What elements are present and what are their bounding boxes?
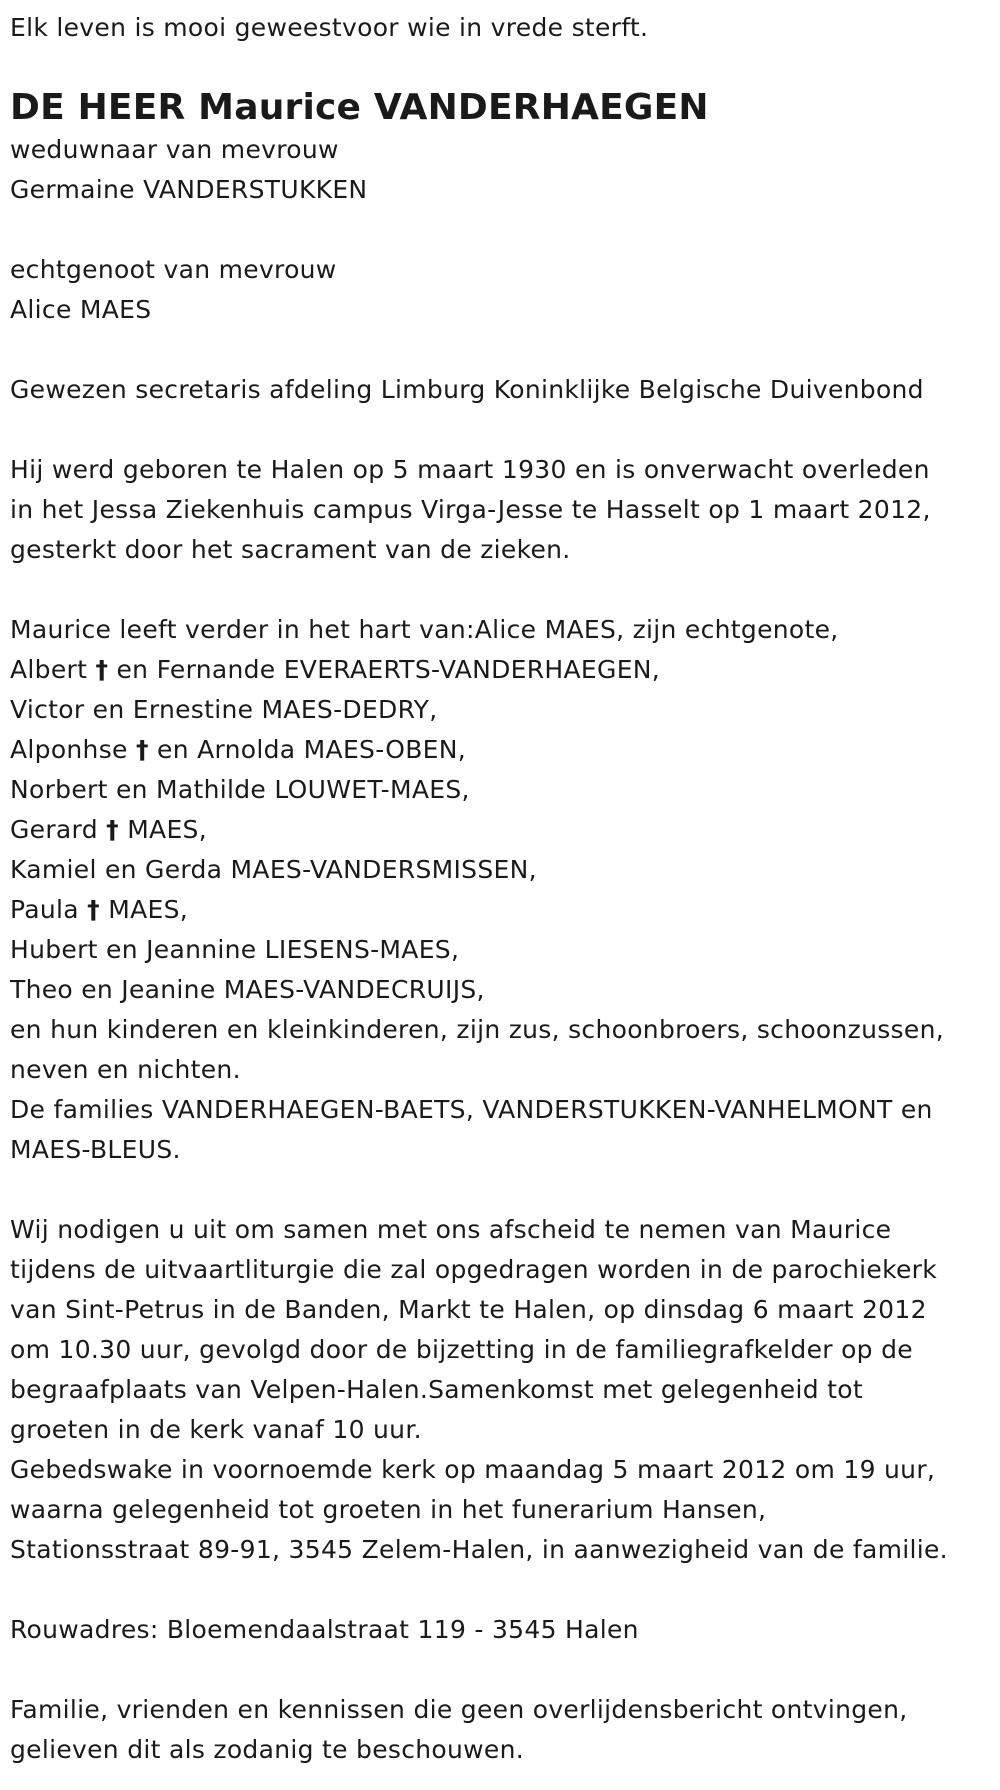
list-item: en hun kinderen en kleinkinderen, zijn zus, schoonbroers, schoonzussen,: [10, 1015, 944, 1044]
list-item: Hubert en Jeannine LIESENS-MAES,: [10, 935, 460, 964]
former-role: Gewezen secretaris afdeling Limburg Koninklijke Belgische Duivenbond: [10, 375, 924, 404]
relative-rest: MAES,: [108, 895, 188, 924]
list-item: [10, 890, 990, 930]
spacer: [10, 1170, 990, 1210]
paragraph-line: Gebedswake in voornoemde kerk op maandag 5 maart 2012 om 19 uur,: [10, 1455, 936, 1484]
widower-intro: weduwnaar van mevrouw: [10, 135, 339, 164]
relative-first-name: Alponhse: [10, 735, 128, 764]
relative-first-name: Paula: [10, 895, 79, 924]
paragraph-line: tijdens de uitvaartliturgie die zal opgedragen worden in de parochiekerk: [10, 1255, 937, 1284]
list-item: Norbert en Mathilde LOUWET-MAES,: [10, 775, 470, 804]
list-item: Theo en Jeanine MAES-VANDECRUIJS,: [10, 975, 485, 1004]
paragraph-line: begraafplaats van Velpen-Halen.Samenkomst met gelegenheid tot: [10, 1375, 863, 1404]
paragraph-line: groeten in de kerk vanaf 10 uur.: [10, 1415, 422, 1444]
list-item: MAES-BLEUS.: [10, 1135, 181, 1164]
paragraph-line: gesterkt door het sacrament van de zieken.: [10, 535, 571, 564]
paragraph-line: Stationsstraat 89-91, 3545 Zelem-Halen, in aanwezigheid van de familie.: [10, 1535, 948, 1564]
deceased-name: DE HEER Maurice VANDERHAEGEN: [10, 87, 709, 128]
spouse-name: Alice MAES: [10, 295, 152, 324]
spacer: [10, 1650, 990, 1690]
spacer: [10, 410, 990, 450]
funeral-paragraph: [10, 1210, 990, 1570]
spacer: [10, 1570, 990, 1610]
list-item: neven en nichten.: [10, 1055, 241, 1084]
cross-icon: †: [135, 735, 149, 764]
cross-icon: †: [87, 895, 100, 924]
cross-icon: †: [95, 655, 109, 684]
birth-death-paragraph: [10, 450, 990, 570]
paragraph-line: Familie, vrienden en kennissen die geen overlijdensbericht ontvingen,: [10, 1695, 908, 1724]
list-item: De families VANDERHAEGEN-BAETS, VANDERSTUKKEN-VANHELMONT en: [10, 1095, 933, 1124]
relative-rest: en Arnolda MAES-OBEN,: [157, 735, 466, 764]
list-item: [10, 650, 990, 690]
survivors-intro: Maurice leeft verder in het hart van:Alice MAES, zijn echtgenote,: [10, 615, 839, 644]
closing-note: [10, 1690, 990, 1770]
paragraph-line: in het Jessa Ziekenhuis campus Virga-Jesse te Hasselt op 1 maart 2012,: [10, 495, 931, 524]
mourning-address: Rouwadres: Bloemendaalstraat 119 - 3545 Halen: [10, 1615, 639, 1644]
list-item: [10, 730, 990, 770]
list-item: [10, 810, 990, 850]
paragraph-line: waarna gelegenheid tot groeten in het funerarium Hansen,: [10, 1495, 767, 1524]
widower-of-name: Germaine VANDERSTUKKEN: [10, 175, 368, 204]
list-item: Kamiel en Gerda MAES-VANDERSMISSEN,: [10, 855, 537, 884]
paragraph-line: gelieven dit als zodanig te beschouwen.: [10, 1735, 524, 1764]
motto: Elk leven is mooi geweestvoor wie in vrede sterft.: [10, 13, 649, 42]
paragraph-line: Hij werd geboren te Halen op 5 maart 1930 en is onverwacht overleden: [10, 455, 930, 484]
paragraph-line: Wij nodigen u uit om samen met ons afscheid te nemen van Maurice: [10, 1215, 892, 1244]
survivors-list: [10, 610, 990, 1170]
spouse-intro: echtgenoot van mevrouw: [10, 255, 337, 284]
paragraph-line: van Sint-Petrus in de Banden, Markt te Halen, op dinsdag 6 maart 2012: [10, 1295, 927, 1324]
spacer: [10, 210, 990, 250]
cross-icon: †: [106, 815, 119, 844]
list-item: Victor en Ernestine MAES-DEDRY,: [10, 695, 438, 724]
relative-rest: en Fernande EVERAERTS-VANDERHAEGEN,: [116, 655, 661, 684]
spacer: [10, 570, 990, 610]
spacer: [10, 330, 990, 370]
paragraph-line: om 10.30 uur, gevolgd door de bijzetting in de familiegrafkelder op de: [10, 1335, 913, 1364]
relative-rest: MAES,: [127, 815, 207, 844]
relative-first-name: Gerard: [10, 815, 98, 844]
relative-first-name: Albert: [10, 655, 88, 684]
